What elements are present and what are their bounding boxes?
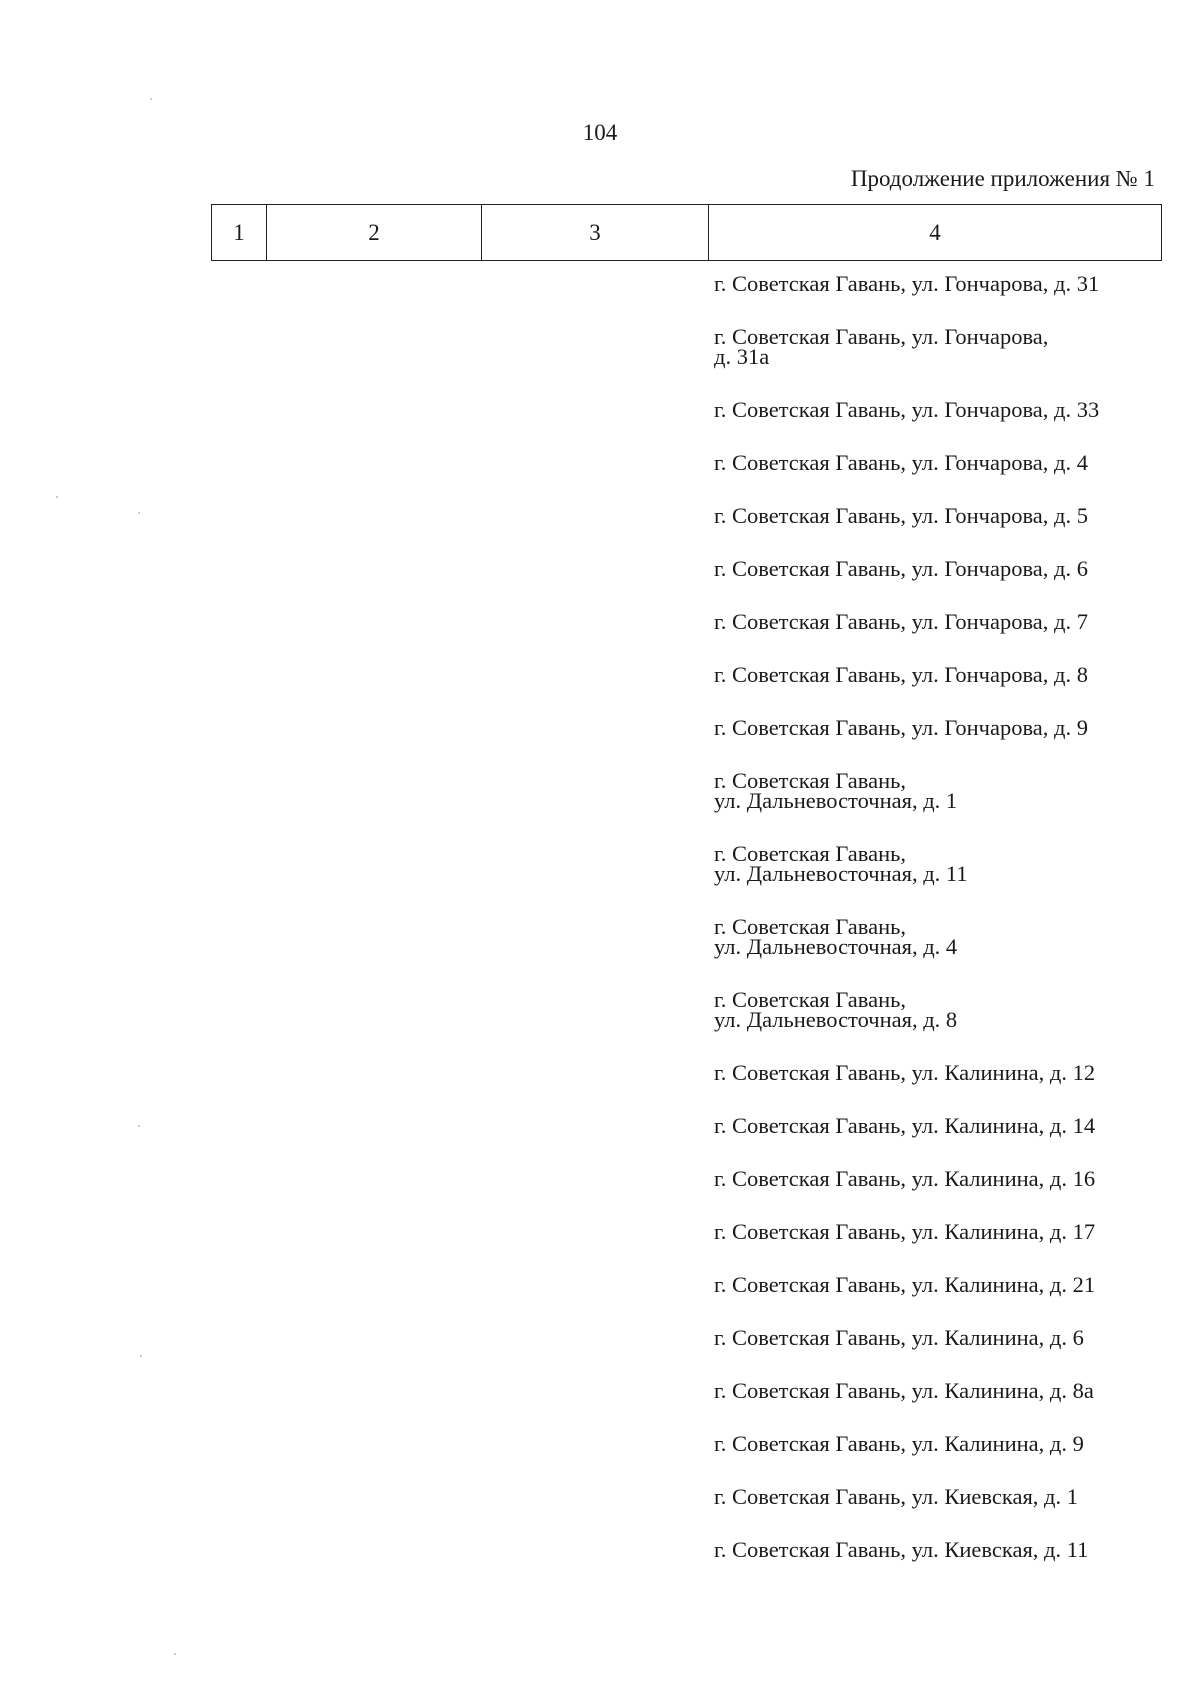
- address-item: г. Советская Гавань, ул. Калинина, д. 16: [714, 1166, 1096, 1191]
- address-item: г. Советская Гавань, ул. Дальневосточная, д. 4: [714, 914, 958, 959]
- address-item: г. Советская Гавань, ул. Калинина, д. 9: [714, 1431, 1084, 1456]
- address-item: г. Советская Гавань, ул. Калинина, д. 6: [714, 1325, 1084, 1350]
- address-item: г. Советская Гавань, ул. Киевская, д. 1: [714, 1484, 1078, 1509]
- scan-speck: [138, 1125, 140, 1127]
- address-item: г. Советская Гавань, ул. Гончарова, д. 33: [714, 397, 1100, 422]
- column-header-2: 2: [267, 205, 482, 261]
- address-list: [714, 271, 1164, 1593]
- address-item: г. Советская Гавань, ул. Калинина, д. 14: [714, 1113, 1096, 1138]
- column-header-table: [211, 204, 1162, 261]
- scan-speck: [138, 512, 140, 514]
- address-item: г. Советская Гавань, ул. Гончарова, д. 7: [714, 609, 1088, 634]
- scan-speck: [56, 496, 58, 498]
- address-item: г. Советская Гавань, ул. Калинина, д. 17: [714, 1219, 1096, 1244]
- column-header-3: 3: [482, 205, 709, 261]
- address-item: г. Советская Гавань, ул. Гончарова, д. 6: [714, 556, 1088, 581]
- scan-speck: [174, 1653, 176, 1655]
- page-number: 104: [582, 120, 618, 145]
- address-item: г. Советская Гавань, ул. Дальневосточная, д. 11: [714, 841, 968, 886]
- address-item: г. Советская Гавань, ул. Гончарова, д. 8: [714, 662, 1088, 687]
- continuation-label: Продолжение приложения № 1: [850, 166, 1155, 191]
- address-item: г. Советская Гавань, ул. Дальневосточная, д. 1: [714, 768, 958, 813]
- address-item: г. Советская Гавань, ул. Гончарова, д. 4: [714, 450, 1088, 475]
- address-item: г. Советская Гавань, ул. Гончарова, д. 9: [714, 715, 1088, 740]
- scan-speck: [140, 1355, 142, 1357]
- address-item: г. Советская Гавань, ул. Калинина, д. 12: [714, 1060, 1096, 1085]
- scan-speck: [150, 98, 152, 100]
- address-item: г. Советская Гавань, ул. Гончарова, д. 31: [714, 271, 1100, 296]
- address-item: г. Советская Гавань, ул. Калинина, д. 21: [714, 1272, 1096, 1297]
- header-row: [212, 205, 1162, 261]
- column-header-4: 4: [709, 205, 1162, 261]
- address-item: г. Советская Гавань, ул. Киевская, д. 11: [714, 1537, 1089, 1562]
- address-item: г. Советская Гавань, ул. Гончарова, д. 5: [714, 503, 1088, 528]
- address-item: г. Советская Гавань, ул. Гончарова, д. 31а: [714, 324, 1049, 369]
- column-header-1: 1: [212, 205, 267, 261]
- address-item: г. Советская Гавань, ул. Калинина, д. 8а: [714, 1378, 1094, 1403]
- address-item: г. Советская Гавань, ул. Дальневосточная, д. 8: [714, 987, 958, 1032]
